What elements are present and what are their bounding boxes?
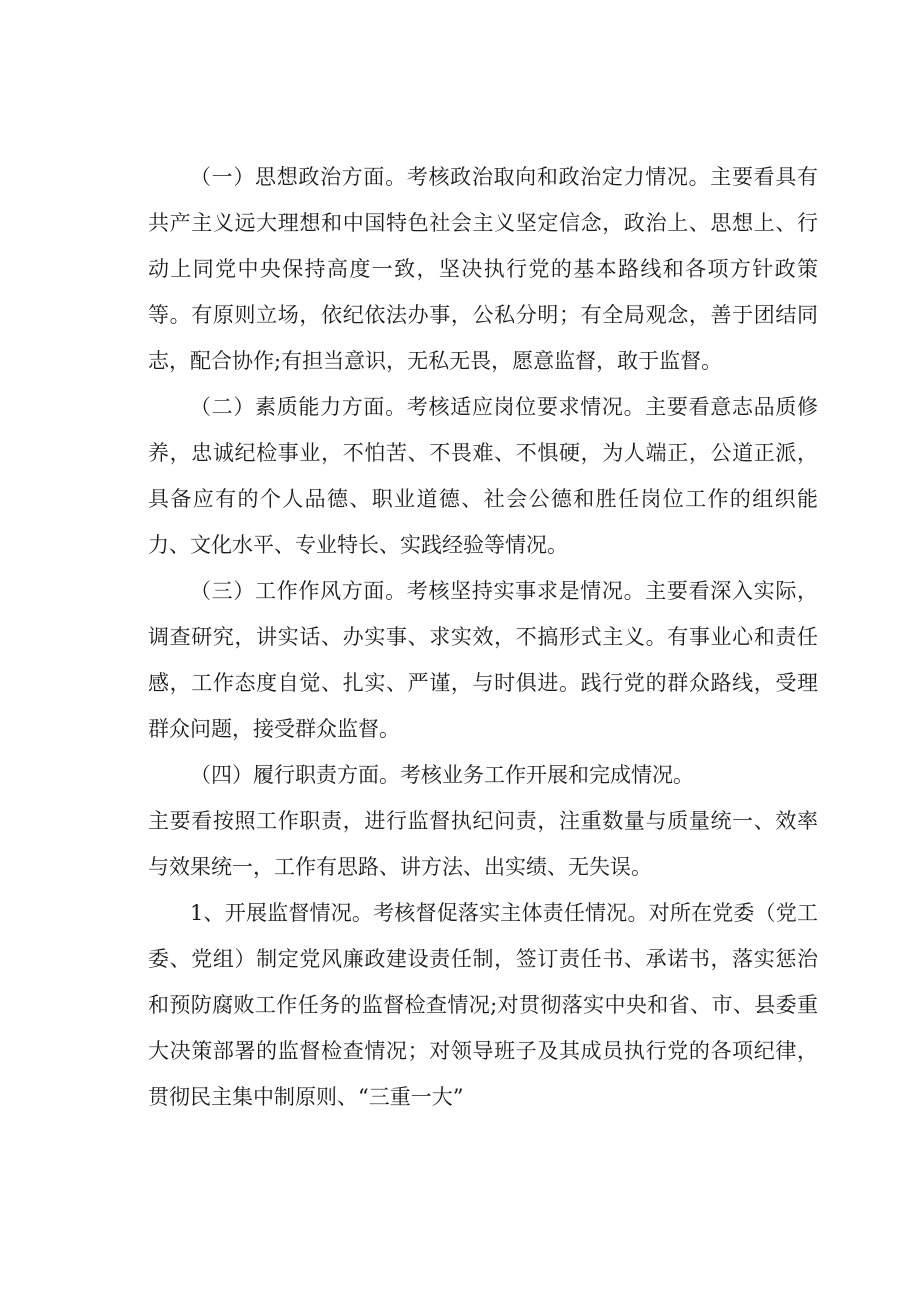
paragraph-supervision: 1、开展监督情况。考核督促落实主体责任情况。对所在党委（党工委、党组）制定党风廉政建设责任制，签订责任书、承诺书，落实惩治和预防腐败工作任务的监督检查情况;对贯彻落实中央和省、市、县委重大决策部署的监督检查情况；对领导班子及其成员执行党的各项纪律，贯彻民主集中制原则、“三重一大”	[148, 901, 818, 1109]
paragraph-quality-ability: （二）素质能力方面。考核适应岗位要求情况。主要看意志品质修养，忠诚纪检事业，不怕苦、不畏难、不惧硬，为人端正，公道正派，具备应有的个人品德、职业道德、社会公德和胜任岗位工作的组织能力、文化水平、专业特长、实践经验等情况。	[148, 395, 818, 557]
paragraph-work-style: （三）工作作风方面。考核坚持实事求是情况。主要看深入实际，调查研究，讲实话、办实事、求实效，不搞形式主义。有事业心和责任感，工作态度自觉、扎实、严谨，与时俱进。践行党的群众路线，受理群众问题，接受群众监督。	[148, 579, 818, 741]
paragraph-duty-heading: （四）履行职责方面。考核业务工作开展和完成情况。	[190, 763, 694, 787]
paragraph-political: （一）思想政治方面。考核政治取向和政治定力情况。主要看具有共产主义远大理想和中国特色社会主义坚定信念，政治上、思想上、行动上同党中央保持高度一致，坚决执行党的基本路线和各项方针政策等。有原则立场，依纪依法办事，公私分明；有全局观念，善于团结同志，配合协作;有担当意识，无私无畏，愿意监督，敢于监督。	[148, 165, 818, 373]
paragraph-duty-body: 主要看按照工作职责，进行监督执纪问责，注重数量与质量统一、效率与效果统一，工作有思路、讲方法、出实绩、无失误。	[148, 809, 818, 879]
document-body	[148, 154, 818, 1120]
